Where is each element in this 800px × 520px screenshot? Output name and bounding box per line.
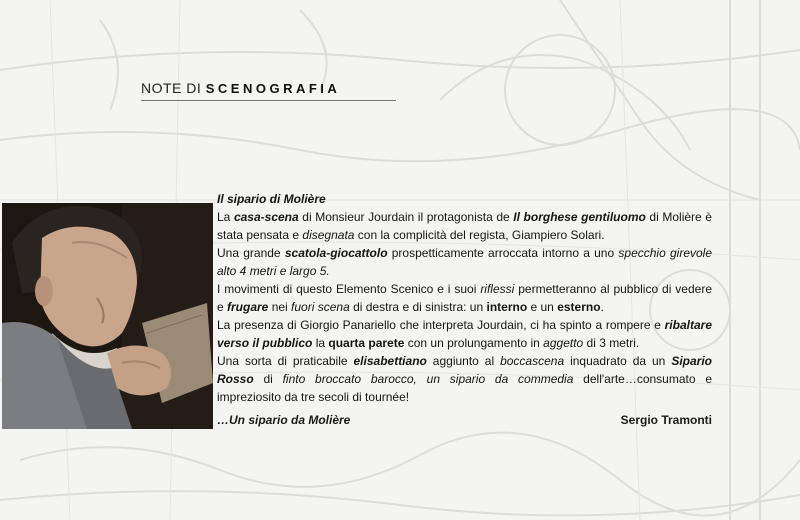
article-title: Il sipario di Molière <box>217 192 326 206</box>
article-paragraph-3 <box>217 280 712 316</box>
text-run: aggiunto al <box>426 354 501 368</box>
text-run: nei <box>268 300 292 314</box>
text-run: . <box>600 300 604 314</box>
text-run: Una grande <box>217 246 285 260</box>
text-run: La presenza di Giorgio Panariello che interpreta Jourdain, ci ha spinto a rompere e <box>217 318 665 332</box>
text-run: di destra e di sinistra: un <box>349 300 487 314</box>
section-header <box>141 80 396 101</box>
article-body <box>217 190 712 406</box>
portrait-photo-image <box>2 203 213 429</box>
text-run: Sipario Rosso <box>217 354 712 386</box>
text-run: boccascena <box>500 354 565 368</box>
text-run: elisabettiano <box>353 354 427 368</box>
text-run: scatola-giocattolo <box>284 246 388 260</box>
text-run: prospetticamente arroccata intorno a uno <box>387 246 619 260</box>
text-run: la <box>312 336 329 350</box>
text-run: di 3 metri. <box>583 336 640 350</box>
text-run: di <box>253 372 283 386</box>
text-run: Una sorta di praticabile <box>217 354 354 368</box>
author-name: Sergio Tramonti <box>620 413 712 427</box>
text-run: riflessi <box>480 282 515 296</box>
text-run: e un <box>527 300 558 314</box>
article-paragraph-2 <box>217 244 712 280</box>
text-run: di Monsieur Jourdain il protagonista de <box>298 210 514 224</box>
text-run: I movimenti di questo Elemento Scenico e i suoi <box>217 282 481 296</box>
article-paragraph-5 <box>217 352 712 406</box>
text-run: permetteranno al pubblico di vedere e <box>217 282 712 314</box>
text-run: di Molière è stata pensata e <box>217 210 712 242</box>
text-run: fuori scena <box>291 300 350 314</box>
text-run: ribaltare verso il pubblico <box>217 318 712 350</box>
header-title: SCENOGRAFIA <box>205 81 341 96</box>
text-run: esterno <box>557 300 601 314</box>
text-run: La <box>217 210 234 224</box>
text-run: casa-scena <box>233 210 299 224</box>
text-run: con la complicità del regista, Giampiero Solari. <box>354 228 605 242</box>
article-paragraph-1 <box>217 208 712 244</box>
text-run: inquadrato da un <box>564 354 672 368</box>
text-run: specchio girevole alto 4 metri e largo 5. <box>217 246 713 278</box>
text-run: aggetto <box>543 336 584 350</box>
text-run: Il borghese gentiluomo <box>513 210 646 224</box>
text-run: con un prolungamento in <box>404 336 544 350</box>
text-run: disegnata <box>302 228 355 242</box>
text-run: dell'arte…consumato e impreziosito da tre secoli di tournée! <box>217 372 712 404</box>
text-run: quarta parete <box>328 336 405 350</box>
article-footer <box>217 411 712 429</box>
portrait-photo <box>2 203 213 429</box>
text-run: frugare <box>227 300 269 314</box>
text-run: finto broccato barocco, un sipario da commedia <box>282 372 574 386</box>
article-paragraph-4 <box>217 316 712 352</box>
text-run: interno <box>486 300 528 314</box>
header-prefix: NOTE DI <box>141 80 202 96</box>
closing-line: …Un sipario da Molière <box>217 413 351 427</box>
